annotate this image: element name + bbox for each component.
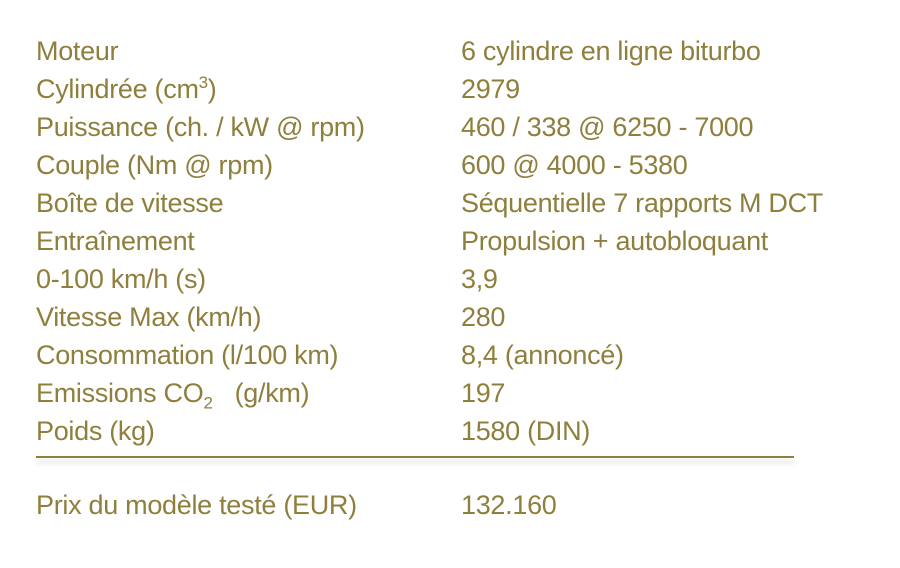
spec-label-closing: ) — [207, 74, 217, 104]
spec-value: Séquentielle 7 rapports M DCT — [461, 188, 823, 218]
price-section — [36, 486, 836, 524]
spec-row-top-speed — [36, 298, 836, 336]
spec-label: Boîte de vitesse — [36, 188, 224, 218]
spec-label: Vitesse Max (km/h) — [36, 302, 262, 332]
spec-label: Moteur — [36, 36, 119, 66]
spec-row-displacement — [36, 70, 836, 108]
price-label: Prix du modèle testé (EUR) — [36, 490, 357, 520]
spec-value: Propulsion + autobloquant — [461, 226, 768, 256]
spec-label: Couple (Nm @ rpm) — [36, 150, 273, 180]
spec-value: 600 @ 4000 - 5380 — [461, 150, 688, 180]
spec-label-text: Emissions CO — [36, 378, 204, 408]
spec-value: 3,9 — [461, 264, 498, 294]
spec-value: 6 cylindre en ligne biturbo — [461, 36, 761, 66]
spec-row-weight — [36, 412, 836, 450]
spec-value: 460 / 338 @ 6250 - 7000 — [461, 112, 754, 142]
spec-row-drivetrain — [36, 222, 836, 260]
spec-label: Poids (kg) — [36, 416, 155, 446]
spec-row-engine — [36, 32, 836, 70]
spec-label: Consommation (l/100 km) — [36, 340, 339, 370]
spec-row-emissions — [36, 374, 836, 412]
spec-label: 0-100 km/h (s) — [36, 264, 206, 294]
spec-value: 197 — [461, 378, 506, 408]
spec-row-consumption — [36, 336, 836, 374]
spec-value: 2979 — [461, 74, 520, 104]
spec-label-text: Cylindrée (cm — [36, 74, 199, 104]
spec-row-acceleration — [36, 260, 836, 298]
superscript-3: 3 — [198, 73, 208, 92]
spec-value: 1580 (DIN) — [461, 416, 591, 446]
spec-label — [36, 374, 461, 412]
spec-label: Entraînement — [36, 226, 195, 256]
subscript-2: 2 — [203, 393, 213, 413]
spec-label — [36, 70, 461, 108]
spec-row-torque — [36, 146, 836, 184]
spec-row-gearbox — [36, 184, 836, 222]
price-value: 132.160 — [461, 490, 557, 520]
spec-label: Puissance (ch. / kW @ rpm) — [36, 112, 365, 142]
spec-row-price — [36, 486, 836, 524]
spec-row-power — [36, 108, 836, 146]
divider-line — [36, 456, 794, 458]
spec-value: 8,4 (annoncé) — [461, 340, 624, 370]
spec-value: 280 — [461, 302, 506, 332]
spec-table — [36, 32, 836, 450]
spec-label-unit: (g/km) — [234, 378, 310, 408]
